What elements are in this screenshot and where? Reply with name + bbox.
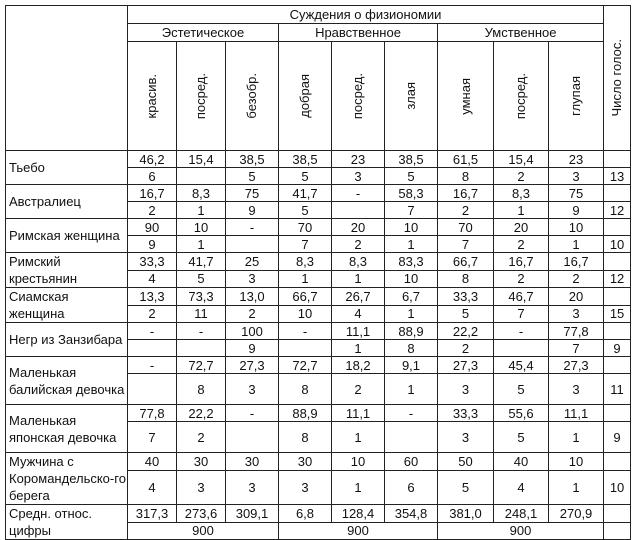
subheader-cell	[385, 42, 438, 151]
percent-cell: -	[279, 323, 332, 340]
count-cell	[332, 202, 385, 219]
votes-cell-empty	[604, 219, 631, 236]
count-cell: 8	[438, 270, 494, 288]
percent-cell: 10	[549, 219, 604, 236]
percent-cell: 27,3	[226, 357, 279, 374]
percent-cell: 58,3	[385, 185, 438, 202]
percent-cell: 11,1	[332, 323, 385, 340]
percent-cell: 8,3	[494, 185, 549, 202]
percent-cell: 72,7	[279, 357, 332, 374]
table-row	[6, 288, 631, 306]
summary-value-cell: 309,1	[226, 505, 279, 523]
percent-cell: 41,7	[279, 185, 332, 202]
percent-cell: 33,3	[128, 253, 177, 271]
summary-row	[6, 505, 631, 523]
summary-value-cell: 270,9	[549, 505, 604, 523]
count-cell: 7	[494, 305, 549, 323]
percent-cell: 77,8	[549, 323, 604, 340]
votes-cell-empty	[604, 253, 631, 271]
percent-cell: 75	[549, 185, 604, 202]
summary-value-cell: 317,3	[128, 505, 177, 523]
subheader-label: злая	[403, 82, 418, 110]
votes-cell-empty	[604, 151, 631, 168]
count-cell	[128, 374, 177, 405]
percent-cell: 88,9	[385, 323, 438, 340]
count-cell: 10	[279, 305, 332, 323]
count-cell: 9	[128, 236, 177, 253]
percent-cell: 15,4	[494, 151, 549, 168]
count-cell: 2	[494, 168, 549, 185]
percent-cell: 27,3	[549, 357, 604, 374]
subheader-cell	[332, 42, 385, 151]
group-mental: Умственное	[438, 24, 604, 42]
count-cell: 2	[128, 305, 177, 323]
percent-cell: -	[226, 219, 279, 236]
count-cell	[494, 340, 549, 357]
percent-cell: 23	[332, 151, 385, 168]
count-cell: 5	[279, 202, 332, 219]
summary-total-cell: 900	[128, 522, 279, 540]
count-cell	[226, 236, 279, 253]
percent-cell: 10	[332, 453, 385, 471]
count-cell: 3	[332, 168, 385, 185]
count-cell: 1	[385, 305, 438, 323]
percent-cell: 70	[438, 219, 494, 236]
votes-cell-empty	[604, 505, 631, 523]
count-cell: 3	[226, 471, 279, 505]
count-cell: 3	[226, 374, 279, 405]
votes-cell-empty	[604, 185, 631, 202]
percent-cell: -	[128, 357, 177, 374]
count-cell: 6	[128, 168, 177, 185]
percent-cell: -	[128, 323, 177, 340]
percent-cell: 22,2	[177, 405, 226, 422]
row-label: Римская женщина	[6, 219, 128, 253]
percent-cell: 38,5	[385, 151, 438, 168]
subheader-label: умная	[457, 77, 473, 115]
count-cell: 1	[332, 340, 385, 357]
count-cell: 3	[438, 374, 494, 405]
percent-cell: 70	[279, 219, 332, 236]
votes-cell: 12	[604, 270, 631, 288]
subheader-label: добрая	[297, 74, 312, 118]
count-cell: 2	[438, 202, 494, 219]
votes-cell: 15	[604, 305, 631, 323]
count-cell: 8	[177, 374, 226, 405]
percent-cell: 16,7	[494, 253, 549, 271]
count-cell: 2	[332, 236, 385, 253]
summary-value-cell: 273,6	[177, 505, 226, 523]
percent-cell: 15,4	[177, 151, 226, 168]
subheader-label: посред.	[193, 72, 208, 120]
count-cell: 7	[128, 422, 177, 453]
subheader-cell	[279, 42, 332, 151]
table-row	[6, 151, 631, 168]
row-label: Тьебо	[6, 151, 128, 185]
summary-value-cell: 6,8	[279, 505, 332, 523]
percent-cell: 26,7	[332, 288, 385, 306]
percent-cell: 73,3	[177, 288, 226, 306]
count-cell	[177, 340, 226, 357]
percent-cell: -	[494, 323, 549, 340]
group-aesthetic: Эстетическое	[128, 24, 279, 42]
summary-total-cell: 900	[279, 522, 438, 540]
summary-value-cell: 354,8	[385, 505, 438, 523]
percent-cell: 40	[494, 453, 549, 471]
count-cell: 9	[226, 202, 279, 219]
count-cell: 7	[438, 236, 494, 253]
count-cell: 5	[494, 374, 549, 405]
votes-cell-empty	[604, 405, 631, 422]
percent-cell: 90	[128, 219, 177, 236]
subheader-label: красив.	[144, 73, 159, 119]
table-row	[6, 323, 631, 340]
percent-cell: 38,5	[279, 151, 332, 168]
percent-cell: 75	[226, 185, 279, 202]
count-cell: 5	[226, 168, 279, 185]
count-cell: 3	[438, 422, 494, 453]
count-cell: 5	[438, 305, 494, 323]
votes-cell: 10	[604, 236, 631, 253]
percent-cell: 13,3	[128, 288, 177, 306]
count-cell: 4	[494, 471, 549, 505]
count-cell: 9	[226, 340, 279, 357]
count-cell: 9	[549, 202, 604, 219]
percent-cell: -	[385, 405, 438, 422]
count-cell: 7	[549, 340, 604, 357]
summary-label: Средн. относ. цифры	[6, 505, 128, 540]
count-cell: 2	[438, 340, 494, 357]
group-moral: Нравственное	[279, 24, 438, 42]
percent-cell: 83,3	[385, 253, 438, 271]
header-title: Суждения о физиономии	[128, 6, 604, 24]
percent-cell: 11,1	[332, 405, 385, 422]
row-label: Маленькая балийская девочка	[6, 357, 128, 405]
count-cell: 3	[549, 374, 604, 405]
percent-cell: 6,7	[385, 288, 438, 306]
table-body	[6, 151, 631, 540]
percent-cell: 30	[279, 453, 332, 471]
percent-cell: -	[332, 185, 385, 202]
row-label: Австралиец	[6, 185, 128, 219]
row-label: Маленькая японская девочка	[6, 405, 128, 453]
count-cell: 7	[279, 236, 332, 253]
votes-cell-empty	[604, 357, 631, 374]
percent-cell: 46,2	[128, 151, 177, 168]
percent-cell: 45,4	[494, 357, 549, 374]
count-cell: 3	[279, 471, 332, 505]
summary-value-cell: 248,1	[494, 505, 549, 523]
percent-cell: 33,3	[438, 405, 494, 422]
summary-total-cell: 900	[438, 522, 604, 540]
percent-cell: 16,7	[549, 253, 604, 271]
count-cell: 2	[226, 305, 279, 323]
subheader-cell	[438, 42, 494, 151]
count-cell: 7	[385, 202, 438, 219]
percent-cell: 22,2	[438, 323, 494, 340]
percent-cell: 38,5	[226, 151, 279, 168]
count-cell: 4	[128, 471, 177, 505]
subheader-label: посред.	[350, 72, 365, 120]
row-label: Негр из Занзибара	[6, 323, 128, 357]
subheader-label: безобр.	[244, 73, 259, 119]
table-row	[6, 253, 631, 271]
percent-cell: 66,7	[438, 253, 494, 271]
percent-cell: 11,1	[549, 405, 604, 422]
percent-cell: 72,7	[177, 357, 226, 374]
percent-cell: 8,3	[177, 185, 226, 202]
count-cell: 1	[549, 422, 604, 453]
percent-cell: 10	[177, 219, 226, 236]
percent-cell: 55,6	[494, 405, 549, 422]
percent-cell: 30	[226, 453, 279, 471]
count-cell: 2	[494, 236, 549, 253]
corner-cell	[6, 6, 128, 151]
count-cell	[177, 168, 226, 185]
percent-cell: 16,7	[438, 185, 494, 202]
count-cell: 8	[438, 168, 494, 185]
percent-cell: 8,3	[279, 253, 332, 271]
summary-value-cell: 128,4	[332, 505, 385, 523]
count-cell: 5	[438, 471, 494, 505]
count-cell: 1	[177, 202, 226, 219]
subheader-cell	[226, 42, 279, 151]
percent-cell: 8,3	[332, 253, 385, 271]
percent-cell: 20	[494, 219, 549, 236]
count-cell: 5	[494, 422, 549, 453]
percent-cell: 16,7	[128, 185, 177, 202]
votes-cell-empty	[604, 453, 631, 471]
percent-cell: -	[226, 405, 279, 422]
votes-header	[604, 6, 631, 151]
subheader-label: глупая	[568, 76, 584, 116]
percent-cell: 27,3	[438, 357, 494, 374]
count-cell: 8	[385, 340, 438, 357]
percent-cell: 10	[385, 219, 438, 236]
count-cell: 10	[385, 270, 438, 288]
votes-cell: 9	[604, 340, 631, 357]
subheader-cell	[177, 42, 226, 151]
percent-cell: 23	[549, 151, 604, 168]
percent-cell: 66,7	[279, 288, 332, 306]
count-cell: 3	[549, 305, 604, 323]
percent-cell: 88,9	[279, 405, 332, 422]
percent-cell: 30	[177, 453, 226, 471]
physiognomy-table	[5, 5, 631, 540]
percent-cell: 25	[226, 253, 279, 271]
count-cell: 4	[332, 305, 385, 323]
count-cell: 1	[549, 471, 604, 505]
percent-cell: 61,5	[438, 151, 494, 168]
votes-cell-empty	[604, 323, 631, 340]
count-cell: 5	[279, 168, 332, 185]
subheader-cell	[549, 42, 604, 151]
count-cell: 6	[385, 471, 438, 505]
percent-cell: 18,2	[332, 357, 385, 374]
percent-cell: 60	[385, 453, 438, 471]
count-cell: 3	[549, 168, 604, 185]
votes-header-label: Число голос.	[609, 39, 625, 117]
table-row	[6, 185, 631, 202]
count-cell: 2	[128, 202, 177, 219]
percent-cell: 50	[438, 453, 494, 471]
votes-cell: 10	[604, 471, 631, 505]
count-cell: 5	[177, 270, 226, 288]
count-cell: 2	[332, 374, 385, 405]
count-cell: 5	[385, 168, 438, 185]
count-cell: 8	[279, 422, 332, 453]
subheader-label: посред.	[513, 72, 528, 120]
votes-cell: 13	[604, 168, 631, 185]
votes-cell-empty	[604, 288, 631, 306]
percent-cell: 33,3	[438, 288, 494, 306]
count-cell: 4	[128, 270, 177, 288]
count-cell: 1	[385, 236, 438, 253]
count-cell: 2	[549, 270, 604, 288]
count-cell	[279, 340, 332, 357]
count-cell: 1	[549, 236, 604, 253]
table-row	[6, 405, 631, 422]
percent-cell: 20	[549, 288, 604, 306]
count-cell: 2	[177, 422, 226, 453]
count-cell: 1	[332, 270, 385, 288]
count-cell: 2	[494, 270, 549, 288]
count-cell: 1	[332, 471, 385, 505]
count-cell: 1	[494, 202, 549, 219]
count-cell	[385, 422, 438, 453]
percent-cell: 13,0	[226, 288, 279, 306]
percent-cell: 46,7	[494, 288, 549, 306]
percent-cell: 41,7	[177, 253, 226, 271]
percent-cell: 100	[226, 323, 279, 340]
count-cell: 11	[177, 305, 226, 323]
percent-cell: 20	[332, 219, 385, 236]
row-label: Сиамская женщина	[6, 288, 128, 323]
row-label: Римский крестьянин	[6, 253, 128, 288]
percent-cell: 77,8	[128, 405, 177, 422]
count-cell: 3	[226, 270, 279, 288]
percent-cell: -	[177, 323, 226, 340]
count-cell: 8	[279, 374, 332, 405]
count-cell: 1	[332, 422, 385, 453]
count-cell	[226, 422, 279, 453]
row-label: Мужчина с Коромандельско-го берега	[6, 453, 128, 505]
percent-cell: 40	[128, 453, 177, 471]
count-cell: 1	[177, 236, 226, 253]
votes-cell: 11	[604, 374, 631, 405]
count-cell: 3	[177, 471, 226, 505]
subheader-cell	[128, 42, 177, 151]
table-row	[6, 453, 631, 471]
count-cell: 1	[385, 374, 438, 405]
votes-cell: 9	[604, 422, 631, 453]
count-cell	[128, 340, 177, 357]
percent-cell: 9,1	[385, 357, 438, 374]
subheader-cell	[494, 42, 549, 151]
votes-cell: 12	[604, 202, 631, 219]
table-row	[6, 219, 631, 236]
summary-value-cell: 381,0	[438, 505, 494, 523]
percent-cell: 10	[549, 453, 604, 471]
table-row	[6, 357, 631, 374]
count-cell: 1	[279, 270, 332, 288]
